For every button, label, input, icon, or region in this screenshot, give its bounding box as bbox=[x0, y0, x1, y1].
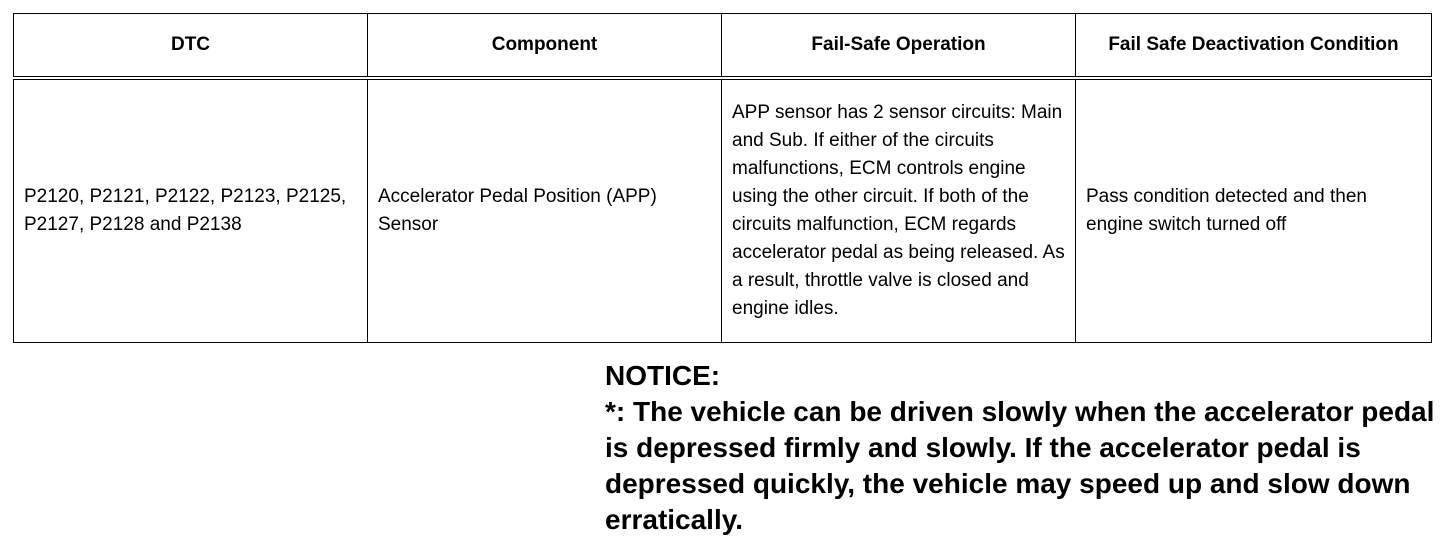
notice-block bbox=[605, 358, 1445, 538]
cell-component: Accelerator Pedal Position (APP) Sensor bbox=[368, 78, 722, 343]
header-fail-safe-operation: Fail-Safe Operation bbox=[722, 14, 1076, 79]
cell-fail-safe-operation: APP sensor has 2 sensor circuits: Main and Sub. If either of the circuits malfunctions, ECM controls engine using the other circuit. If both of the circuits malfunction, ECM regards accelerator pedal as being released. As a result, throttle valve is closed and engine idles. bbox=[722, 78, 1076, 343]
header-component: Component bbox=[368, 14, 722, 79]
cell-fail-safe-deactivation: Pass condition detected and then engine switch turned off bbox=[1076, 78, 1432, 343]
fail-safe-table bbox=[13, 13, 1432, 343]
table-row bbox=[14, 78, 1432, 343]
cell-dtc-codes: P2120, P2121, P2122, P2123, P2125, P2127, P2128 and P2138 bbox=[14, 78, 368, 343]
notice-body: *: The vehicle can be driven slowly when the accelerator pedal is depressed firmly and slowly. If the accelerator pedal is depressed quickly, the vehicle may speed up and slow down erratically. bbox=[605, 396, 1435, 535]
notice-title: NOTICE: bbox=[605, 360, 721, 391]
table-header-row bbox=[14, 14, 1432, 79]
header-dtc: DTC bbox=[14, 14, 368, 79]
header-fail-safe-deactivation: Fail Safe Deactivation Condition bbox=[1076, 14, 1432, 79]
